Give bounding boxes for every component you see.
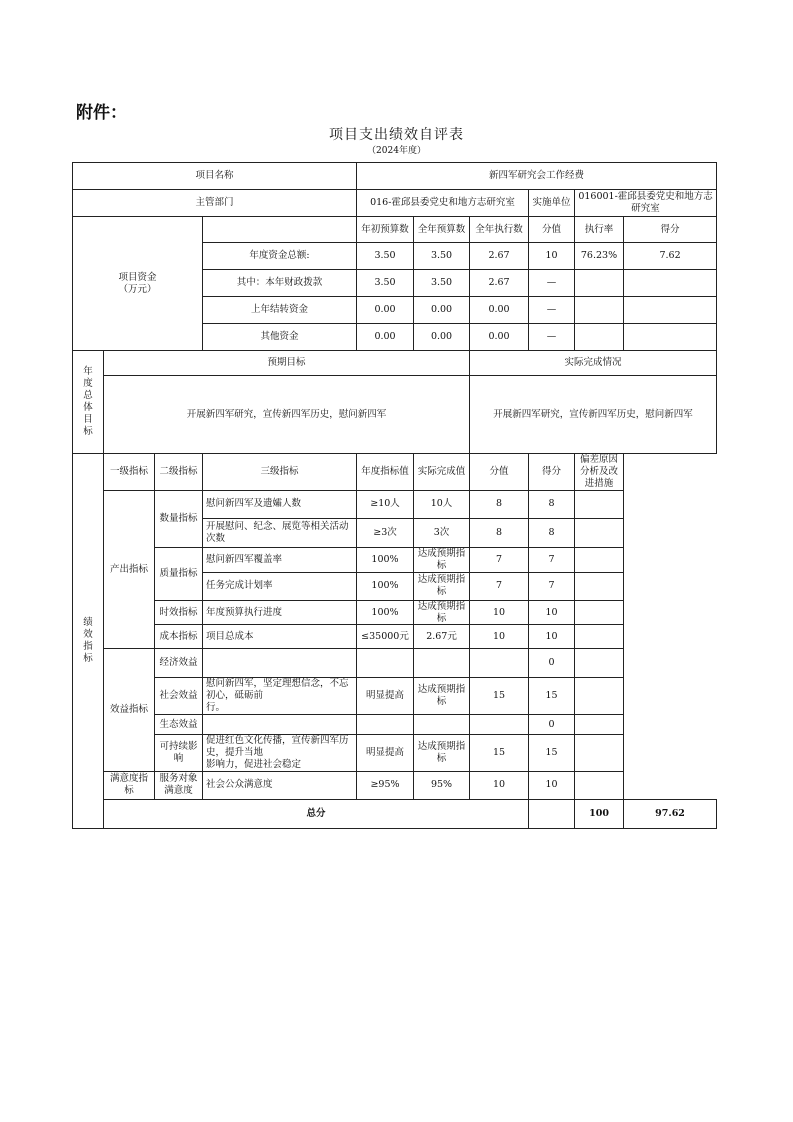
- goals-expected-label: 预期目标: [104, 351, 470, 376]
- indicator-row: [73, 625, 717, 649]
- level2-quality: 质量指标: [155, 547, 203, 600]
- header-level2: 二级指标: [155, 454, 203, 491]
- goals-header-row: [73, 351, 717, 376]
- project-name-value: 新四军研究会工作经费: [357, 163, 717, 190]
- indicator-name: 促进红色文化传播，宣传新四军历史，提升当地 影响力，促进社会稳定: [203, 735, 357, 772]
- funds-score: [624, 297, 717, 324]
- indicator-score: 0: [529, 649, 575, 678]
- indicator-actual: 3次: [414, 518, 470, 547]
- funds-header-score: 得分: [624, 217, 717, 243]
- funds-row-label: 其中：本年财政拨款: [203, 270, 357, 297]
- level1-output: 产出指标: [104, 490, 155, 649]
- indicator-target: ≤35000元: [357, 625, 414, 649]
- indicators-header-row: [73, 454, 717, 491]
- indicator-value: 15: [470, 678, 529, 715]
- level1-benefit: 效益指标: [104, 649, 155, 771]
- indicator-note: [575, 715, 624, 735]
- dept-row: [73, 190, 717, 217]
- header-level1: 一级指标: [104, 454, 155, 491]
- indicator-name: 社会公众满意度: [203, 771, 357, 799]
- indicator-target: [357, 649, 414, 678]
- indicator-score: 8: [529, 490, 575, 518]
- level2-sustainable: 可持续影 响: [155, 735, 203, 772]
- funds-rate: [575, 297, 624, 324]
- indicator-name: 任务完成计划率: [203, 572, 357, 600]
- indicator-score: 7: [529, 572, 575, 600]
- goals-actual-text: 开展新四军研究，宣传新四军历史，慰问新四军: [470, 376, 717, 454]
- goals-expected-text: 开展新四军研究，宣传新四军历史，慰问新四军: [104, 376, 470, 454]
- indicator-note: [575, 625, 624, 649]
- header-level3: 三级指标: [203, 454, 357, 491]
- funds-header-score-value: 分值: [529, 217, 575, 243]
- indicator-actual: 达成预期指 标: [414, 547, 470, 572]
- project-name-label: 项目名称: [73, 163, 357, 190]
- indicator-name: 年度预算执行进度: [203, 600, 357, 625]
- funds-header-initial: 年初预算数: [357, 217, 414, 243]
- indicator-score: 15: [529, 735, 575, 772]
- indicator-name: 慰问新四军及遗孀人数: [203, 490, 357, 518]
- indicator-target: 100%: [357, 547, 414, 572]
- indicator-row: [73, 715, 717, 735]
- dept-label: 主管部门: [73, 190, 357, 217]
- indicator-actual: 10人: [414, 490, 470, 518]
- funds-annual: 3.50: [414, 243, 470, 270]
- funds-row-label: 上年结转资金: [203, 297, 357, 324]
- total-label: 总分: [104, 799, 529, 828]
- indicator-score: 10: [529, 625, 575, 649]
- indicator-score: 10: [529, 600, 575, 625]
- indicator-target: [357, 715, 414, 735]
- page-title: 项目支出绩效自评表: [329, 127, 464, 143]
- indicator-row: [73, 771, 717, 799]
- indicator-value: 10: [470, 771, 529, 799]
- indicator-name: 慰问新四军，坚定理想信念，不忘初心，砥砺前 行。: [203, 678, 357, 715]
- funds-executed: 0.00: [470, 297, 529, 324]
- indicator-value: 8: [470, 518, 529, 547]
- page-year: （2024年度）: [367, 146, 426, 156]
- funds-executed: 2.67: [470, 270, 529, 297]
- indicator-name: 慰问新四军覆盖率: [203, 547, 357, 572]
- indicator-note: [575, 678, 624, 715]
- indicator-score: 8: [529, 518, 575, 547]
- indicator-value: 10: [470, 625, 529, 649]
- funds-score: 7.62: [624, 243, 717, 270]
- attachment-label: 附件：: [76, 103, 127, 123]
- indicator-name: 项目总成本: [203, 625, 357, 649]
- funds-rate: 76.23%: [575, 243, 624, 270]
- indicator-actual: [414, 649, 470, 678]
- indicator-actual: 达成预期指 标: [414, 735, 470, 772]
- funds-section-label: 项目资金 （万元）: [73, 217, 203, 351]
- indicator-value: 10: [470, 600, 529, 625]
- indicator-value: [470, 715, 529, 735]
- header-score: 得分: [529, 454, 575, 491]
- indicator-score: 15: [529, 678, 575, 715]
- indicator-name: [203, 715, 357, 735]
- indicator-note: [575, 600, 624, 625]
- impl-value: 016001-霍邱县委党史和地方志研究室: [575, 190, 717, 217]
- indicator-name: [203, 649, 357, 678]
- indicator-actual: [414, 715, 470, 735]
- indicator-actual: 2.67元: [414, 625, 470, 649]
- level2-timeliness: 时效指标: [155, 600, 203, 625]
- funds-score-value: —: [529, 270, 575, 297]
- indicator-actual: 达成预期指 标: [414, 678, 470, 715]
- funds-annual: 3.50: [414, 270, 470, 297]
- header-value: 分值: [470, 454, 529, 491]
- dept-value: 016-霍邱县委党史和地方志研究室: [357, 190, 529, 217]
- funds-executed: 2.67: [470, 243, 529, 270]
- indicator-target: 100%: [357, 600, 414, 625]
- header-note: 偏差原因分析及改进措施: [575, 454, 624, 491]
- indicator-score: 10: [529, 771, 575, 799]
- funds-initial: 3.50: [357, 243, 414, 270]
- evaluation-table: [72, 162, 717, 829]
- indicator-actual: 达成预期指 标: [414, 572, 470, 600]
- funds-score: [624, 324, 717, 351]
- indicator-value: 8: [470, 490, 529, 518]
- indicator-note: [575, 490, 624, 518]
- indicator-row: [73, 735, 717, 772]
- funds-annual: 0.00: [414, 297, 470, 324]
- total-score: 97.62: [624, 799, 717, 828]
- indicator-target: ≥10人: [357, 490, 414, 518]
- indicator-target: 明显提高: [357, 678, 414, 715]
- level2-ecological: 生态效益: [155, 715, 203, 735]
- indicator-row: [73, 547, 717, 572]
- indicator-target: ≥95%: [357, 771, 414, 799]
- funds-row-label: 年度资金总额:: [203, 243, 357, 270]
- level2-quantity: 数量指标: [155, 490, 203, 547]
- indicator-row: [73, 490, 717, 518]
- level1-satisfaction: 满意度指 标: [104, 771, 155, 799]
- indicator-row: [73, 600, 717, 625]
- funds-header-row: [73, 217, 717, 243]
- funds-score: [624, 270, 717, 297]
- funds-initial: 3.50: [357, 270, 414, 297]
- indicator-target: 明显提高: [357, 735, 414, 772]
- indicator-target: ≥3次: [357, 518, 414, 547]
- funds-header-annual: 全年预算数: [414, 217, 470, 243]
- indicator-note: [575, 649, 624, 678]
- level2-social: 社会效益: [155, 678, 203, 715]
- indicator-row: [73, 678, 717, 715]
- impl-label: 实施单位: [529, 190, 575, 217]
- indicator-note: [575, 771, 624, 799]
- indicator-target: 100%: [357, 572, 414, 600]
- funds-initial: 0.00: [357, 324, 414, 351]
- indicators-section-label: 绩 效 指 标: [73, 454, 104, 829]
- indicator-note: [575, 547, 624, 572]
- funds-score-value: —: [529, 297, 575, 324]
- total-value: 100: [575, 799, 624, 828]
- funds-rate: [575, 324, 624, 351]
- indicator-actual: 达成预期指 标: [414, 600, 470, 625]
- funds-header-executed: 全年执行数: [470, 217, 529, 243]
- indicator-value: 7: [470, 572, 529, 600]
- goals-content-row: [73, 376, 717, 454]
- goals-section-label: 年 度 总 体 目 标: [73, 351, 104, 454]
- indicator-note: [575, 572, 624, 600]
- indicator-note: [575, 518, 624, 547]
- indicator-score: 7: [529, 547, 575, 572]
- level2-economic: 经济效益: [155, 649, 203, 678]
- indicator-name: 开展慰问、纪念、展览等相关活动次数: [203, 518, 357, 547]
- indicator-actual: 95%: [414, 771, 470, 799]
- level2-service-satisfaction: 服务对象 满意度: [155, 771, 203, 799]
- indicator-note: [575, 735, 624, 772]
- indicator-value: 7: [470, 547, 529, 572]
- total-row: [73, 799, 717, 828]
- funds-initial: 0.00: [357, 297, 414, 324]
- funds-row-label: 其他资金: [203, 324, 357, 351]
- funds-executed: 0.00: [470, 324, 529, 351]
- goals-actual-label: 实际完成情况: [470, 351, 717, 376]
- funds-score-value: 10: [529, 243, 575, 270]
- funds-rate: [575, 270, 624, 297]
- project-name-row: [73, 163, 717, 190]
- indicator-value: [470, 649, 529, 678]
- funds-score-value: —: [529, 324, 575, 351]
- indicator-score: 0: [529, 715, 575, 735]
- header-actual: 实际完成值: [414, 454, 470, 491]
- funds-annual: 0.00: [414, 324, 470, 351]
- indicator-row: [73, 649, 717, 678]
- header-target: 年度指标值: [357, 454, 414, 491]
- level2-cost: 成本指标: [155, 625, 203, 649]
- funds-header-rate: 执行率: [575, 217, 624, 243]
- indicator-value: 15: [470, 735, 529, 772]
